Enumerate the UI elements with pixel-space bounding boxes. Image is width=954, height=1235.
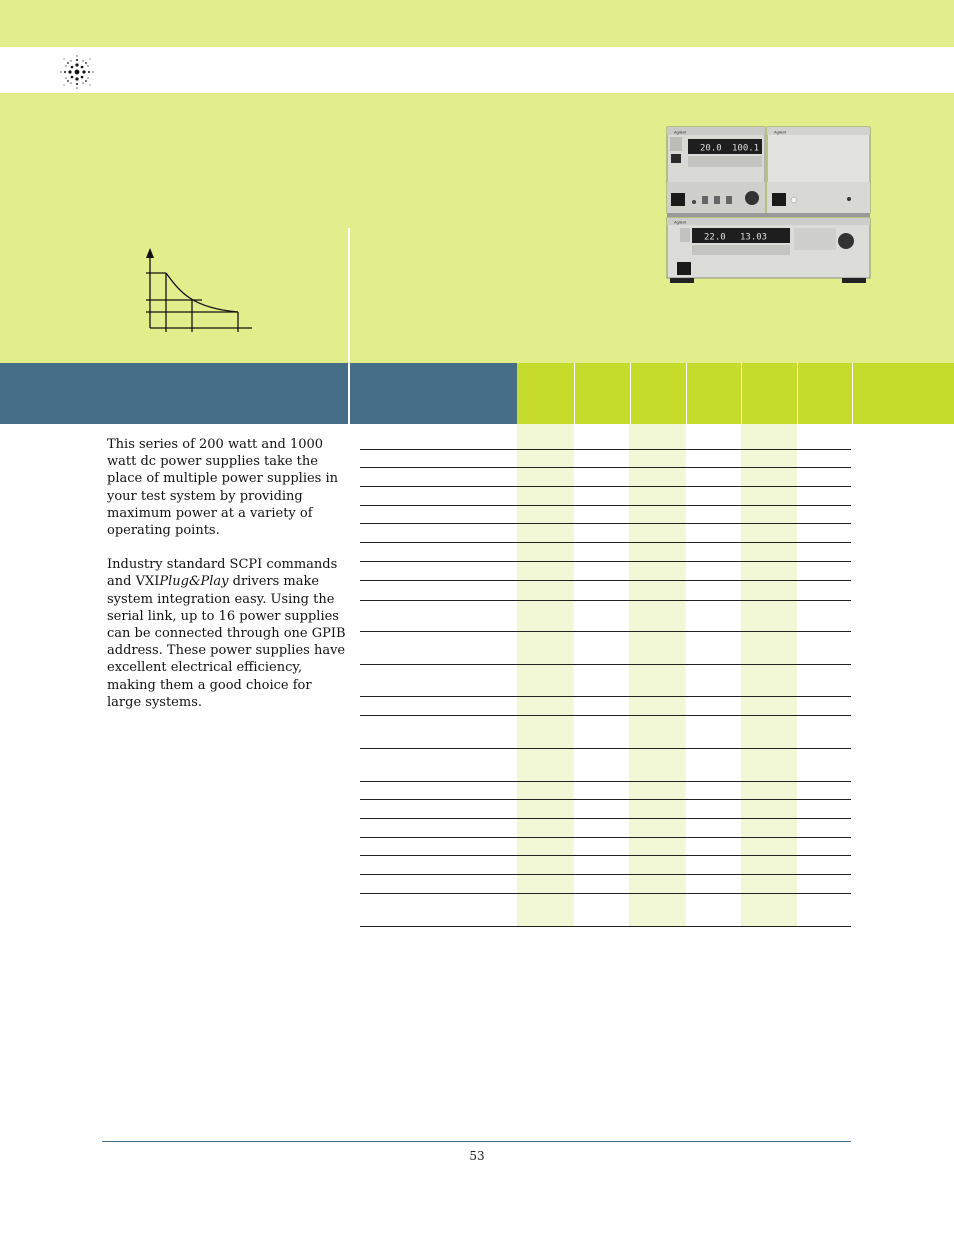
footer-rule xyxy=(102,1141,851,1142)
intro-paragraph-2-end: drivers make system integration easy. Using the serial link, up to 16 power supplies can be connected through one GPIB address. These power supplies have excellent electrical efficiency, making them a good choice for large systems. xyxy=(107,574,346,710)
table-row-rule xyxy=(360,664,851,665)
table-row-rule xyxy=(360,837,851,838)
unit-c-current: 13.03 xyxy=(740,232,768,243)
model-column-separator xyxy=(797,363,798,424)
table-row-rule xyxy=(360,781,851,782)
intro-paragraph-1: This series of 200 watt and 1000 watt dc power supplies take the place of multiple power supplies in your test system by providing maximum power at a variety of operating points. xyxy=(107,437,338,539)
table-row-rule xyxy=(360,542,851,543)
table-row-rule xyxy=(360,715,851,716)
table-row-rule xyxy=(360,818,851,819)
table-row-rule xyxy=(360,523,851,524)
model-column-shade xyxy=(517,424,574,926)
unit-a-current: 100.1 xyxy=(732,143,760,154)
unit-c-voltage: 22.0 xyxy=(704,232,726,243)
table-row-rule xyxy=(360,855,851,856)
table-row-rule xyxy=(360,467,851,468)
table-row-rule xyxy=(360,874,851,875)
unit-a-brand: Agilent xyxy=(674,129,687,135)
table-row-rule xyxy=(360,505,851,506)
model-column-separator xyxy=(741,363,742,424)
product-photo xyxy=(666,126,872,284)
table-row-rule xyxy=(360,486,851,487)
output-characteristic-curve-icon xyxy=(140,244,256,336)
unit-c-brand: Agilent xyxy=(674,219,687,225)
agilent-spark-logo-icon xyxy=(56,52,98,92)
table-row-rule xyxy=(360,580,851,581)
table-row-rule xyxy=(360,600,851,601)
logo-band xyxy=(0,47,954,93)
top-accent-band xyxy=(0,0,954,47)
table-row-rule xyxy=(360,696,851,697)
table-row-rule xyxy=(360,631,851,632)
model-column-shade xyxy=(741,424,797,926)
model-column-separator xyxy=(686,363,687,424)
table-row-rule xyxy=(360,893,851,894)
table-row-rule xyxy=(360,561,851,562)
intro-text xyxy=(107,436,347,728)
page-number: 53 xyxy=(469,1149,485,1163)
model-column-shade xyxy=(629,424,686,926)
model-column-separator xyxy=(852,363,853,424)
model-column-separator xyxy=(630,363,631,424)
table-header-band xyxy=(0,363,517,424)
model-column-separator xyxy=(574,363,575,424)
table-row-rule xyxy=(360,926,851,927)
unit-b-brand: Agilent xyxy=(774,129,787,135)
table-row-rule xyxy=(360,449,851,450)
model-columns-header xyxy=(517,363,954,424)
intro-paragraph-2 xyxy=(107,556,347,711)
unit-a-voltage: 20.0 xyxy=(700,143,722,154)
table-header-divider xyxy=(348,363,350,424)
intro-paragraph-2-start: Industry standard SCPI commands and VXI xyxy=(107,557,338,590)
table-row-rule xyxy=(360,748,851,749)
plug-and-play-term: Plug&Play xyxy=(159,574,229,590)
table-row-rule xyxy=(360,799,851,800)
